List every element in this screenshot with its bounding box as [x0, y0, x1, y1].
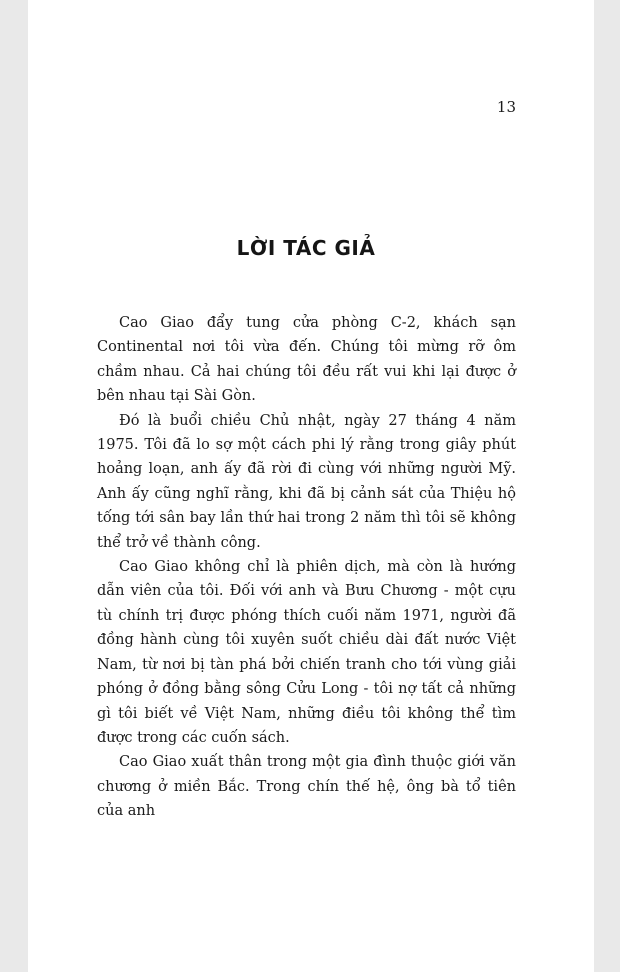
paragraph: Cao Giao đẩy tung cửa phòng C-2, khách sạn Continental nơi tôi vừa đến. Chúng tôi mừng rỡ ôm chầm nhau. Cả hai chúng tôi đều rất vui khi lại được ở bên nhau tại Sài Gòn. [97, 315, 516, 405]
paragraph: Cao Giao không chỉ là phiên dịch, mà còn là hướng dẫn viên của tôi. Đối với anh và Bưu Chương - một cựu tù chính trị được phóng thích cuối năm 1971, người đã đồng hành cùng tôi xuyên suốt chiều dài đất nước Việt Nam, từ nơi bị tàn phá bởi chiến tranh cho tới vùng giải phóng ở đồng bằng sông Cửu Long - tôi nợ tất cả những gì tôi biết về Việt Nam, những điều tôi không thể tìm được trong các cuốn sách. [97, 559, 516, 746]
body-text [97, 311, 516, 824]
paragraph: Cao Giao xuất thân trong một gia đình thuộc giới văn chương ở miền Bắc. Trong chín thế hệ, ông bà tổ tiên của anh [97, 754, 516, 820]
chapter-title: LỜI TÁC GIẢ [236, 236, 376, 260]
page-number: 13 [496, 98, 516, 116]
book-page [28, 0, 594, 972]
paragraph: Đó là buổi chiều Chủ nhật, ngày 27 tháng 4 năm 1975. Tôi đã lo sợ một cách phi lý rằng trong giây phút hoảng loạn, anh ấy đã rời đi cùng với những người Mỹ. Anh ấy cũng nghĩ rằng, khi đã bị cảnh sát của Thiệu hộ tống tới sân bay lần thứ hai trong 2 năm thì tôi sẽ không thể trở về thành công. [97, 412, 516, 551]
